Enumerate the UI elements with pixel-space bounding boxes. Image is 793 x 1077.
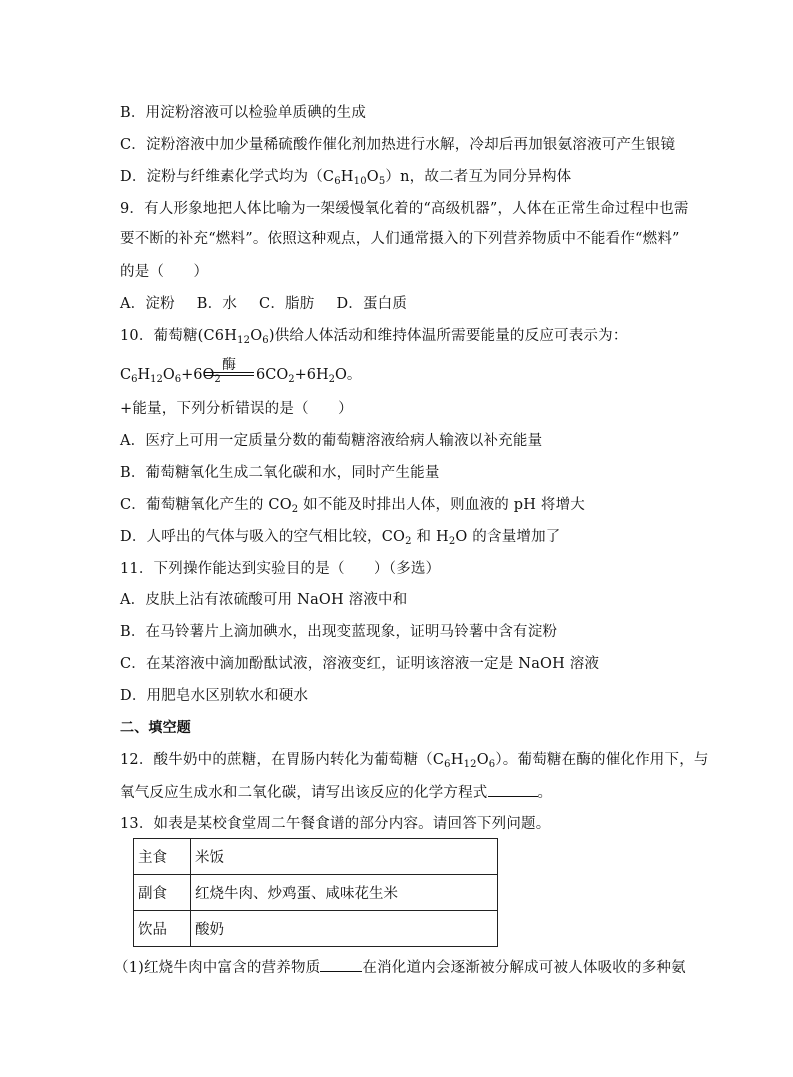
answer-blank[interactable] — [488, 782, 538, 797]
question-9-option: D．蛋白质 — [336, 296, 408, 312]
table-row — [134, 911, 498, 947]
menu-table — [133, 838, 498, 947]
question-9-line-2: 要不断的补充“燃料”。依照这种观点，人们通常摄入的下列营养物质中不能看作“燃料” — [120, 231, 680, 247]
table-cell-dish: 酸奶 — [191, 911, 498, 947]
question-9-options — [120, 295, 429, 313]
question-12-line-1: 12．酸牛奶中的蔗糖，在胃肠内转化为葡萄糖$(C_6H_{12}O_6)$。葡萄糖在酶的催化作用下，与 — [120, 752, 709, 770]
equation-catalyst: 酶 — [222, 357, 236, 373]
question-11-option-a: A．皮肤上沾有浓硫酸可用 NaOH 溶液中和 — [120, 592, 408, 608]
table-cell-category: 饮品 — [134, 911, 191, 947]
question-9-line-1: 9．有人形象地把人体比喻为一架缓慢氧化着的“高级机器”，人体在正常生命过程中也需 — [120, 201, 689, 217]
question-10-prompt: +能量，下列分析错误的是（ ） — [120, 401, 353, 417]
question-11-stem: 11．下列操作能达到实验目的是（ ）（多选） — [120, 561, 441, 577]
question-10-stem: 10．葡萄糖$(C6H_{12}O_6)$供给人体活动和维持体温所需要能量的反应可表示为： — [120, 328, 628, 346]
question-13-sub-1: （1)红烧牛肉中富含的营养物质 在消化道内会逐渐被分解成可被人体吸收的多种氨 — [114, 957, 686, 977]
option-b-text: B．用淀粉溶液可以检验单质碘的生成 — [120, 105, 367, 121]
equation-sign — [204, 375, 254, 376]
question-9-option: C．脂肪 — [259, 296, 315, 312]
table-row — [134, 875, 498, 911]
question-10-option-d: D．人呼出的气体与吸入的空气相比较，$CO_2$ 和 $H_2O$ 的含量增加了 — [120, 529, 561, 547]
question-11-option-b: B．在马铃薯片上滴加碘水，出现变蓝现象，证明马铃薯中含有淀粉 — [120, 624, 558, 640]
question-10-option-b: B．葡萄糖氧化生成二氧化碳和水，同时产生能量 — [120, 465, 440, 481]
table-cell-dish: 米饭 — [191, 839, 498, 875]
question-9-option: A．淀粉 — [120, 296, 175, 312]
section-heading: 二、填空题 — [120, 720, 191, 736]
question-9-line-3: 的是（ ） — [120, 264, 209, 280]
table-row — [134, 839, 498, 875]
question-12-line-2: 氧气反应生成水和二氧化碳，请写出该反应的化学方程式 。 — [120, 782, 552, 802]
option-d-text: D．淀粉与纤维素化学式均为$(C_6H_{10}O_5)n$，故二者互为同分异构体 — [120, 169, 572, 187]
question-9-option: B．水 — [196, 296, 238, 312]
equation-reactants: $C_6H_{12}O_6+6O_2$ — [120, 367, 221, 385]
table-cell-category: 副食 — [134, 875, 191, 911]
question-10-option-c: C．葡萄糖氧化产生的 $CO_2$ 如不能及时排出人体，则血液的 pH 将增大 — [120, 497, 586, 515]
chemical-equation — [120, 357, 420, 390]
question-13-stem: 13．如表是某校食堂周二午餐食谱的部分内容。请回答下列问题。 — [120, 816, 551, 832]
equation-products: $6CO_2+6H_2O$。 — [256, 367, 362, 385]
option-c-text: C．淀粉溶液中加少量稀硫酸作催化剂加热进行水解，冷却后再加银氨溶液可产生银镜 — [120, 137, 676, 153]
equation-sign — [204, 372, 254, 373]
table-cell-category: 主食 — [134, 839, 191, 875]
question-11-option-c: C．在某溶液中滴加酚酞试液，溶液变红，证明该溶液一定是 NaOH 溶液 — [120, 656, 600, 672]
question-10-option-a: A．医疗上可用一定质量分数的葡萄糖溶液给病人输液以补充能量 — [120, 433, 543, 449]
question-11-option-d: D．用肥皂水区别软水和硬水 — [120, 688, 309, 704]
table-cell-dish: 红烧牛肉、炒鸡蛋、咸味花生米 — [191, 875, 498, 911]
answer-blank[interactable] — [320, 957, 362, 972]
